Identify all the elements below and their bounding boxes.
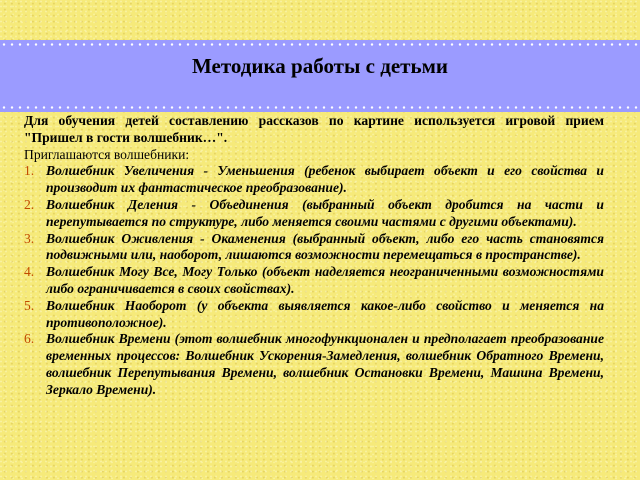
list-item-text: Волшебник Времени (этот волшебник многофункционален и предполагает преобразование временных процессов: Волшебник Ускорения-Замедления, волшебник Обратного Времени, волшебник Перепутывания Времени, волшебник Остановки Времени, Машина Времени, Зеркало Времени). bbox=[46, 331, 604, 397]
title-band-top-dots bbox=[0, 43, 640, 46]
invite-line: Приглашаются волшебники: bbox=[24, 146, 190, 162]
list-item bbox=[24, 231, 604, 265]
list-item-number: 5. bbox=[24, 297, 35, 313]
list-item-number: 4. bbox=[24, 264, 35, 280]
list-item-number: 1. bbox=[24, 163, 35, 179]
list-item-number: 3. bbox=[24, 230, 35, 246]
intro-paragraph: Для обучения детей составлению рассказов по картине используется игровой прием "Пришел в гости волшебник…". bbox=[24, 113, 604, 145]
list-item-text: Волшебник Увеличения - Уменьшения (ребенок выбирает объект и его свойства и производит их фантастическое преобразование). bbox=[46, 163, 604, 196]
list-item bbox=[24, 197, 604, 231]
list-item bbox=[24, 163, 604, 197]
list-item-text: Волшебник Деления - Объединения (выбранный объект дробится на части и перепутывается по структуре, либо меняется своими частями с другими объектами). bbox=[46, 196, 604, 229]
title-band-bottom-dots bbox=[0, 106, 640, 109]
list-item bbox=[24, 264, 604, 298]
list-item-number: 6. bbox=[24, 331, 35, 347]
slide-content bbox=[24, 113, 604, 399]
list-item-text: Волшебник Оживления - Окаменения (выбранный объект, либо его часть становятся подвижными или, наоборот, лишаются возможности перемещаться в пространстве). bbox=[46, 230, 604, 263]
wizard-list bbox=[24, 163, 604, 398]
list-item bbox=[24, 331, 604, 398]
list-item-text: Волшебник Наоборот (у объекта выявляется какое-либо свойство и меняется на противоположное). bbox=[46, 297, 604, 330]
list-item bbox=[24, 298, 604, 332]
list-item-text: Волшебник Могу Все, Могу Только (объект наделяется неограниченными возможностями либо ограничивается в своих свойствах). bbox=[46, 264, 604, 296]
slide-title: Методика работы с детьми bbox=[192, 54, 448, 78]
list-item-number: 2. bbox=[24, 196, 35, 212]
